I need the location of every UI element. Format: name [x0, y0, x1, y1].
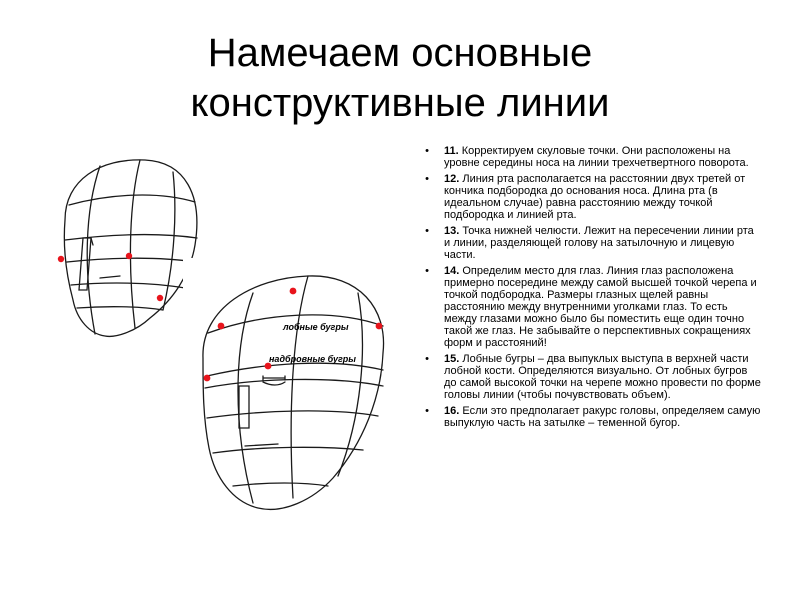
head-sketch-small	[45, 150, 205, 345]
item-text: Корректируем скуловые точки. Они расположены на уровне середины носа на линии трехчетвертного поворота.	[444, 145, 749, 169]
item-number: 12.	[444, 173, 460, 185]
slide-title	[0, 28, 800, 128]
slide-title-line-2: конструктивные линии	[190, 81, 610, 125]
head-sketch-large	[183, 258, 405, 526]
content-list	[422, 145, 762, 433]
list-item	[422, 265, 762, 349]
bullet-icon: •	[425, 225, 429, 237]
bullet-icon: •	[425, 145, 429, 157]
list-item	[422, 225, 762, 261]
item-text: Линия рта располагается на расстоянии двух третей от кончика подбородка до основания носа. Длина рта (в идеальном случае) равна расстоянию между точкой подбородка и линией рта.	[444, 173, 746, 221]
head-sketch-small-drawing	[45, 150, 205, 345]
bullet-icon: •	[425, 173, 429, 185]
label-brow-ridges: надбровные бугры	[269, 354, 356, 364]
item-text: Лобные бугры – два выпуклых выступа в верхней части лобной кости. Определяются визуально. От лобных бугров до самой высокой точки на черепе можно провести по форме головы линии (чтобы почувствовать объем).	[444, 353, 761, 401]
item-text: Определим место для глаз. Линия глаз расположена примерно посередине между самой высшей точкой черепа и точкой подбородка. Размеры глазных щелей равны расстоянию между внутренними уголками глаз. То есть между глазами можно было бы поместить еще один точно такой же глаз. Не забывайте о перспективных сокращениях форм и расстояний!	[444, 265, 757, 349]
item-text: Если это предполагает ракурс головы, определяем самую выпуклую часть на затылке – теменной бугор.	[444, 405, 761, 429]
bullet-icon: •	[425, 353, 429, 365]
list-item	[422, 173, 762, 221]
bullet-icon: •	[425, 265, 429, 277]
bullet-icon: •	[425, 405, 429, 417]
list-item	[422, 353, 762, 401]
item-number: 16.	[444, 405, 460, 417]
item-number: 13.	[444, 225, 460, 237]
list-item	[422, 145, 762, 169]
item-number: 14.	[444, 265, 460, 277]
item-number: 15.	[444, 353, 460, 365]
item-number: 11.	[444, 145, 459, 157]
item-text: Точка нижней челюсти. Лежит на пересечении линии рта и линии, разделяющей голову на затылочную и лицевую части.	[444, 225, 754, 261]
slide-title-line-1: Намечаем основные	[207, 31, 593, 75]
head-sketch-large-drawing	[183, 258, 405, 526]
list-item	[422, 405, 762, 429]
label-frontal-tubercles: лобные бугры	[283, 322, 349, 332]
